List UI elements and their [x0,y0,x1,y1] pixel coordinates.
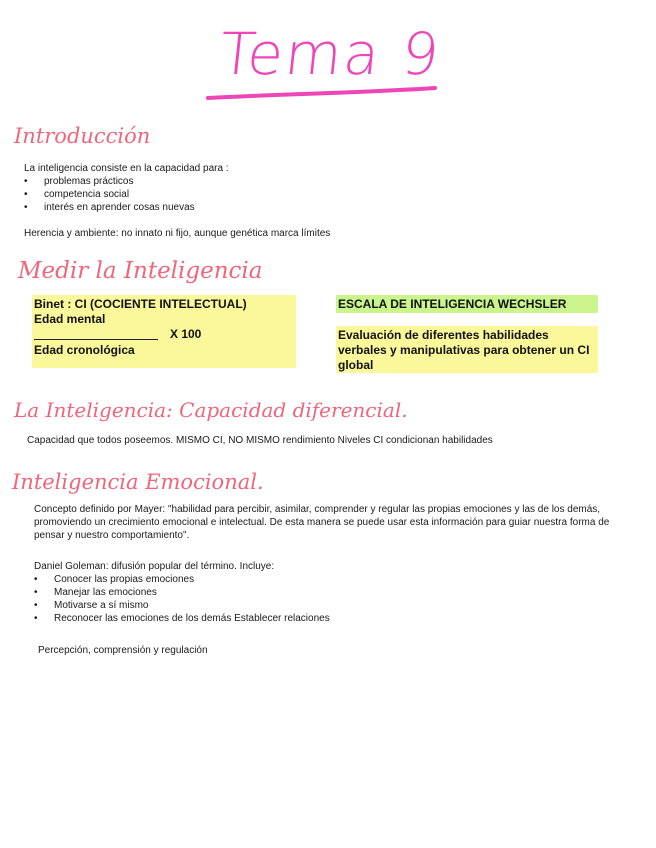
list-item: • competencia social [24,188,624,201]
list-item: • Reconocer las emociones de los demás Establecer relaciones [34,612,614,625]
wechsler-title: ESCALA DE INTELIGENCIA WECHSLER [338,297,567,311]
list-item: • interés en aprender cosas nuevas [24,201,624,214]
list-item: • Motivarse a sí mismo [34,599,614,612]
list-item: • problemas prácticos [24,175,624,188]
binet-title: Binet : CI (COCIENTE INTELECTUAL) [34,297,247,311]
emotional-block [34,503,628,542]
emotional-footer: Percepción, comprensión y regulación [38,645,208,656]
goleman-block [34,560,614,573]
goleman-bullets [34,573,614,625]
mayer-definition: Concepto definido por Mayer: "habilidad para percibir, asimilar, comprender y regular las propias emociones y las de los demás, promoviendo un crecimiento emocional e intelectual. De esta manera se puede usar esta información para guiar nuestra forma de pensar y nuestro comportamiento". [34,504,610,541]
heading-medir: Medir la Inteligencia [18,258,263,284]
page-title: Tema 9 [216,20,445,88]
title-block [190,18,450,103]
intro-bullets [24,175,624,214]
intro-block [24,162,624,240]
fraction-line [34,339,158,340]
list-item: • Manejar las emociones [34,586,614,599]
title-underline [190,76,450,106]
wechsler-desc: Evaluación de diferentes habilidades verbales y manipulativas para obtener un CI global [338,328,590,372]
heading-introduccion: Introducción [14,124,151,148]
differential-text: Capacidad que todos poseemos. MISMO CI, NO MISMO rendimiento Niveles CI condicionan habilidades [27,435,493,446]
intro-note: Herencia y ambiente: no innato ni fijo, aunque genética marca límites [24,228,331,239]
heading-capacidad-diferencial: La Inteligencia: Capacidad diferencial. [14,398,408,422]
fraction-denominator: Edad cronológica [34,343,135,357]
list-item: • Conocer las propias emociones [34,573,614,586]
goleman-intro: Daniel Goleman: difusión popular del término. Incluye: [34,561,275,572]
intro-lead: La inteligencia consiste en la capacidad para : [24,163,229,174]
heading-inteligencia-emocional: Inteligencia Emocional. [12,470,264,494]
fraction-numerator: Edad mental [34,312,106,326]
times-100: X 100 [170,327,202,341]
